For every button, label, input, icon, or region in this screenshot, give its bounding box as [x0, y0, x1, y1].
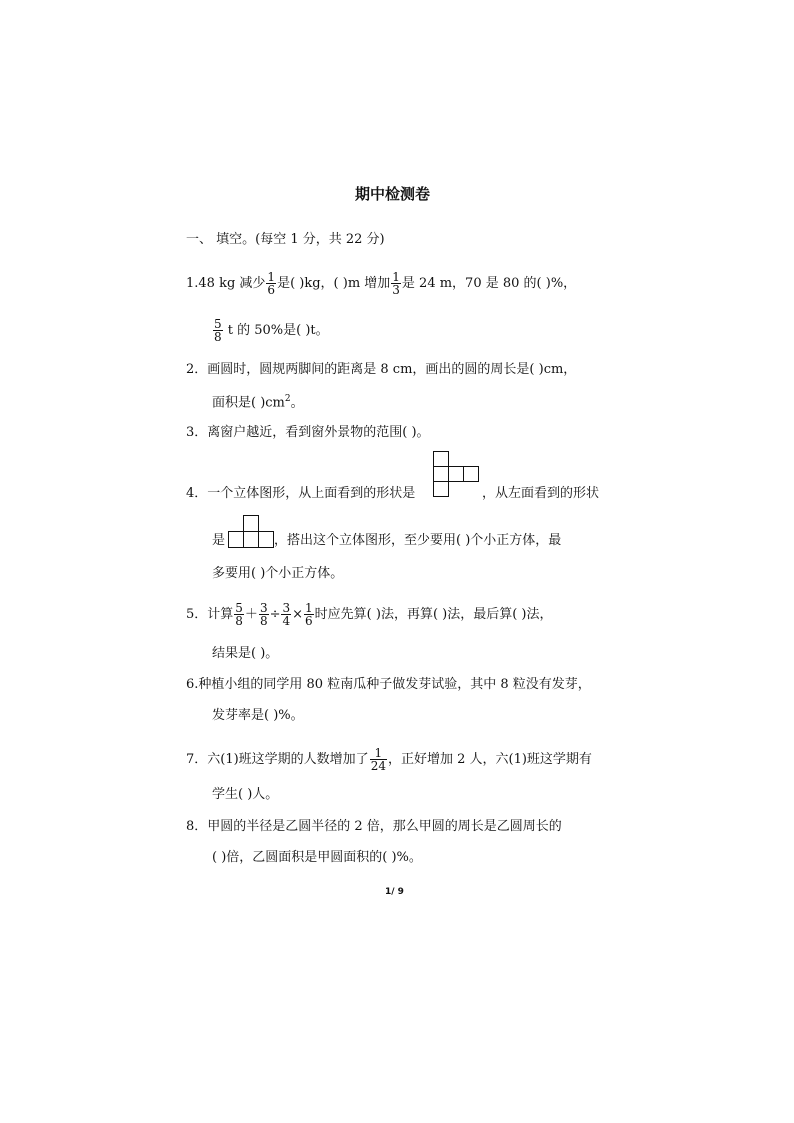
fraction [234, 602, 244, 627]
question-7-line-1 [186, 747, 592, 772]
question-text: t 的 50%是( )t。 [223, 323, 329, 338]
operator: × [292, 607, 304, 622]
question-4-line-1b: ，从左面看到的形状 [482, 486, 600, 501]
fraction [213, 318, 223, 343]
denominator: 6 [305, 614, 313, 628]
question-2-line-2 [212, 391, 304, 411]
denominator: 8 [214, 330, 222, 344]
question-text: 。 [290, 395, 304, 411]
question-5-line-1 [186, 602, 553, 627]
question-text: 7．六(1)班这学期的人数增加了 [186, 752, 369, 767]
fraction [370, 747, 387, 772]
numerator: 5 [214, 317, 222, 331]
operator: ＋ [244, 607, 258, 622]
denominator: 8 [235, 614, 243, 628]
denominator: 24 [370, 759, 386, 773]
question-4-line-2b: ，搭出这个立体图形，至少要用( )个小正方体，最 [274, 533, 562, 548]
numerator: 3 [282, 601, 291, 615]
question-text: 1.48 kg 减少 [186, 276, 266, 291]
question-4-line-2a: 是 [212, 533, 226, 548]
page-number: 1/ 9 [385, 887, 404, 897]
page-title: 期中检测卷 [355, 185, 431, 203]
left-view-figure [228, 515, 276, 549]
question-8-line-1: 8．甲圆的半径是乙圆半径的 2 倍，那么甲圆的周长是乙圆周长的 [186, 819, 562, 834]
denominator: 6 [267, 283, 276, 297]
numerator: 3 [259, 601, 268, 615]
question-1-line-2 [212, 318, 329, 343]
fraction [259, 602, 269, 627]
top-view-figure [433, 451, 481, 499]
question-6-line-2: 发芽率是( )%。 [212, 708, 304, 723]
question-5-line-2: 结果是( )。 [212, 646, 279, 661]
question-text: 是( )kg，( )m 增加 [277, 276, 391, 291]
numerator: 1 [305, 601, 313, 615]
denominator: 8 [259, 614, 268, 628]
fraction [281, 602, 291, 627]
question-1-line-1 [186, 271, 576, 296]
denominator: 4 [282, 614, 291, 628]
question-4-line-3: 多要用( )个小正方体。 [212, 566, 344, 581]
section-heading: 一、 填空。(每空 1 分，共 22 分) [186, 232, 385, 247]
question-text: 时应先算( )法，再算( )法，最后算( )法， [314, 607, 553, 622]
question-2-line-1: 2．画圆时，圆规两脚间的距离是 8 cm，画出的圆的周长是( )cm， [186, 362, 577, 377]
numerator: 1 [392, 270, 400, 284]
numerator: 1 [267, 270, 276, 284]
fraction [391, 271, 401, 296]
fraction [304, 602, 314, 627]
question-3: 3．离窗户越近，看到窗外景物的范围( )。 [186, 425, 430, 440]
question-text: ，正好增加 2 人，六(1)班这学期有 [387, 752, 592, 767]
question-text: 是 24 m，70 是 80 的( )%， [401, 276, 577, 291]
question-6-line-1: 6.种植小组的同学用 80 粒南瓜种子做发芽试验，其中 8 粒没有发芽， [186, 677, 591, 692]
superscript: 2 [284, 394, 291, 404]
denominator: 3 [392, 283, 400, 297]
question-text: 面积是( )cm [212, 395, 285, 411]
operator: ÷ [269, 607, 281, 622]
question-8-line-2: ( )倍，乙圆面积是甲圆面积的( )%。 [212, 850, 422, 865]
fraction [266, 271, 276, 296]
question-text: 5．计算 [186, 607, 234, 622]
question-4-line-1a: 4．一个立体图形，从上面看到的形状是 [186, 486, 416, 501]
numerator: 5 [235, 601, 243, 615]
numerator: 1 [370, 747, 387, 760]
question-7-line-2: 学生( )人。 [212, 787, 279, 802]
